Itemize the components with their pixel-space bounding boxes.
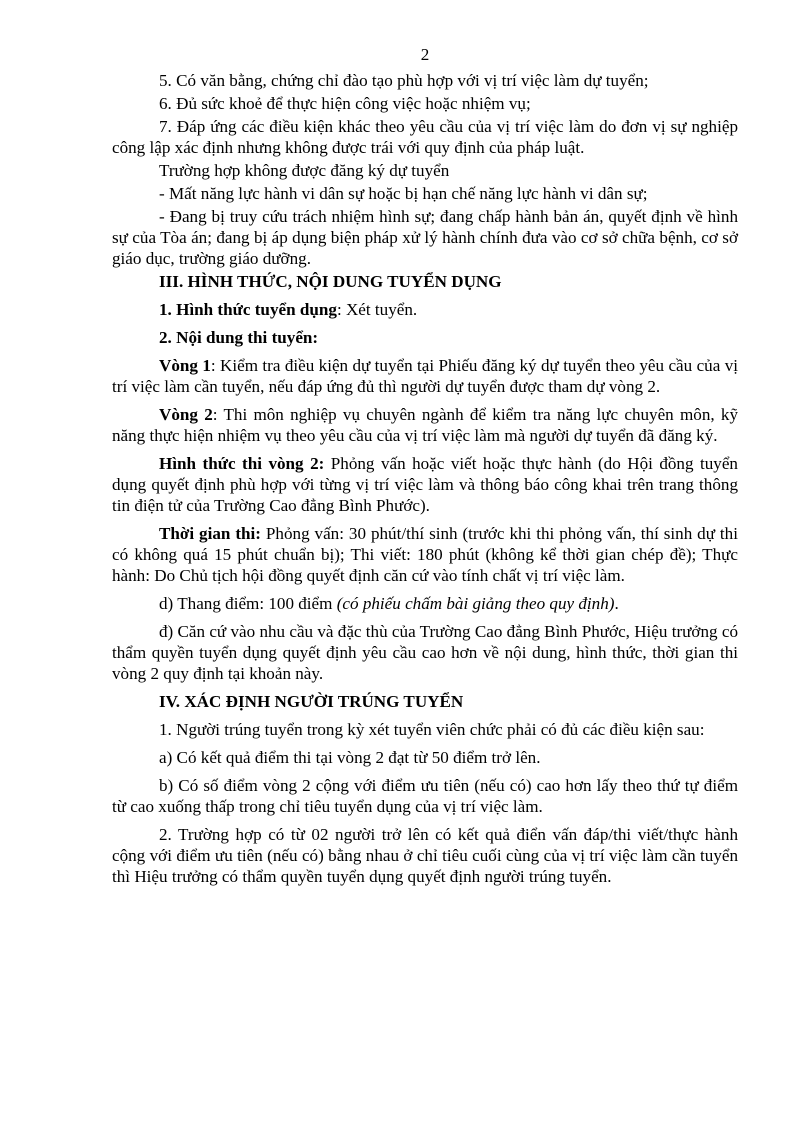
excluded-item-1: - Mất năng lực hành vi dân sự hoặc bị hạn chế năng lực hành vi dân sự; [159, 184, 648, 203]
tie-break-rule: 2. Trường hợp có từ 02 người trở lên có kết quả điển vấn đáp/thi viết/thực hành cộng với điểm ưu tiên (nếu có) bằng nhau ở chỉ tiêu cuối cùng của vị trí việc làm cần tuyển thì Hiệu trưởng có thẩm quyền tuyển dụng quyết định người trúng tuyển. [112, 825, 738, 886]
exam-time [112, 523, 738, 586]
round-1-label: Vòng 1 [159, 356, 211, 375]
condition-5: 5. Có văn bằng, chứng chỉ đào tạo phù hợp với vị trí việc làm dự tuyển; [159, 71, 649, 90]
winner-condition-b: b) Có số điểm vòng 2 cộng với điểm ưu tiên (nếu có) cao hơn lấy theo thứ tự điểm từ cao xuống thấp trong chỉ tiêu tuyển dụng của vị trí việc làm. [112, 776, 738, 816]
recruitment-form [112, 299, 738, 320]
round-2-text: : Thi môn nghiệp vụ chuyên ngành để kiểm tra năng lực chuyên môn, kỹ năng thực hiện nhiệm vụ theo yêu cầu của vị trí việc làm mà người dự tuyển đã đăng ký. [112, 405, 738, 445]
round-1-text: : Kiểm tra điều kiện dự tuyển tại Phiếu đăng ký dự tuyển theo yêu cầu của vị trí việc làm cần tuyển, nếu đáp ứng đủ thì người dự tuyển được tham dự vòng 2. [112, 356, 738, 396]
page-number: 2 [420, 45, 430, 64]
section-4-heading: IV. XÁC ĐỊNH NGƯỜI TRÚNG TUYỂN [159, 692, 464, 711]
round-1 [112, 355, 738, 397]
condition-6: 6. Đủ sức khoẻ để thực hiện công việc hoặc nhiệm vụ; [159, 94, 531, 113]
exam-time-label: Thời gian thi: [159, 524, 261, 543]
round-2-format [112, 453, 738, 516]
round-2 [112, 404, 738, 446]
excluded-item-2: - Đang bị truy cứu trách nhiệm hình sự; đang chấp hành bản án, quyết định về hình sự của Tòa án; đang bị áp dụng biện pháp xử lý hành chính đưa vào cơ sở chữa bệnh, cơ sở giáo dục, trường giáo dưỡng. [112, 207, 738, 268]
score-scale-end: . [614, 594, 619, 613]
winner-condition-a: a) Có kết quả điểm thi tại vòng 2 đạt từ 50 điểm trở lên. [159, 748, 541, 767]
section-3-heading: III. HÌNH THỨC, NỘI DUNG TUYỂN DỤNG [159, 272, 502, 291]
winner-conditions: 1. Người trúng tuyển trong kỳ xét tuyển viên chức phải có đủ các điều kiện sau: [159, 720, 705, 739]
round-2-label: Vòng 2 [159, 405, 213, 424]
round-2-format-label: Hình thức thi vòng 2: [159, 454, 325, 473]
recruitment-form-label: 1. Hình thức tuyển dụng [159, 300, 337, 319]
recruitment-form-value: : Xét tuyển. [336, 300, 418, 319]
item-dd: đ) Căn cứ vào nhu cầu và đặc thù của Trường Cao đẳng Bình Phước, Hiệu trưởng có thẩm quyền tuyển dụng quyết định yêu cầu cao hơn về nội dung, hình thức, thời gian thi vòng 2 quy định tại khoản này. [112, 622, 738, 683]
document-page [112, 44, 738, 894]
round-2-format-text: Phỏng vấn hoặc viết hoặc thực hành (do Hội đồng tuyển dụng quyết định phù hợp với từng vị trí việc làm và thông báo công khai trên trang thông tin điện tử của Trường Cao đẳng Bình Phước). [112, 454, 738, 515]
exam-content-heading: 2. Nội dung thi tuyển: [159, 328, 319, 347]
condition-7: 7. Đáp ứng các điều kiện khác theo yêu cầu của vị trí việc làm do đơn vị sự nghiệp công lập xác định nhưng không được trái với quy định của pháp luật. [112, 117, 738, 157]
exam-time-text: Phỏng vấn: 30 phút/thí sinh (trước khi thi phỏng vấn, thí sinh dự thi có không quá 15 phút chuẩn bị); Thi viết: 180 phút (không kể thời gian chép đề); Thực hành: Do Chủ tịch hội đồng quyết định căn cứ vào tính chất vị trí việc làm. [112, 524, 738, 585]
score-scale-note: (có phiếu chấm bài giảng theo quy định) [336, 594, 615, 613]
excluded-intro: Trường hợp không được đăng ký dự tuyển [159, 161, 450, 180]
score-scale-text: d) Thang điểm: 100 điểm [159, 594, 337, 613]
score-scale [112, 593, 738, 614]
